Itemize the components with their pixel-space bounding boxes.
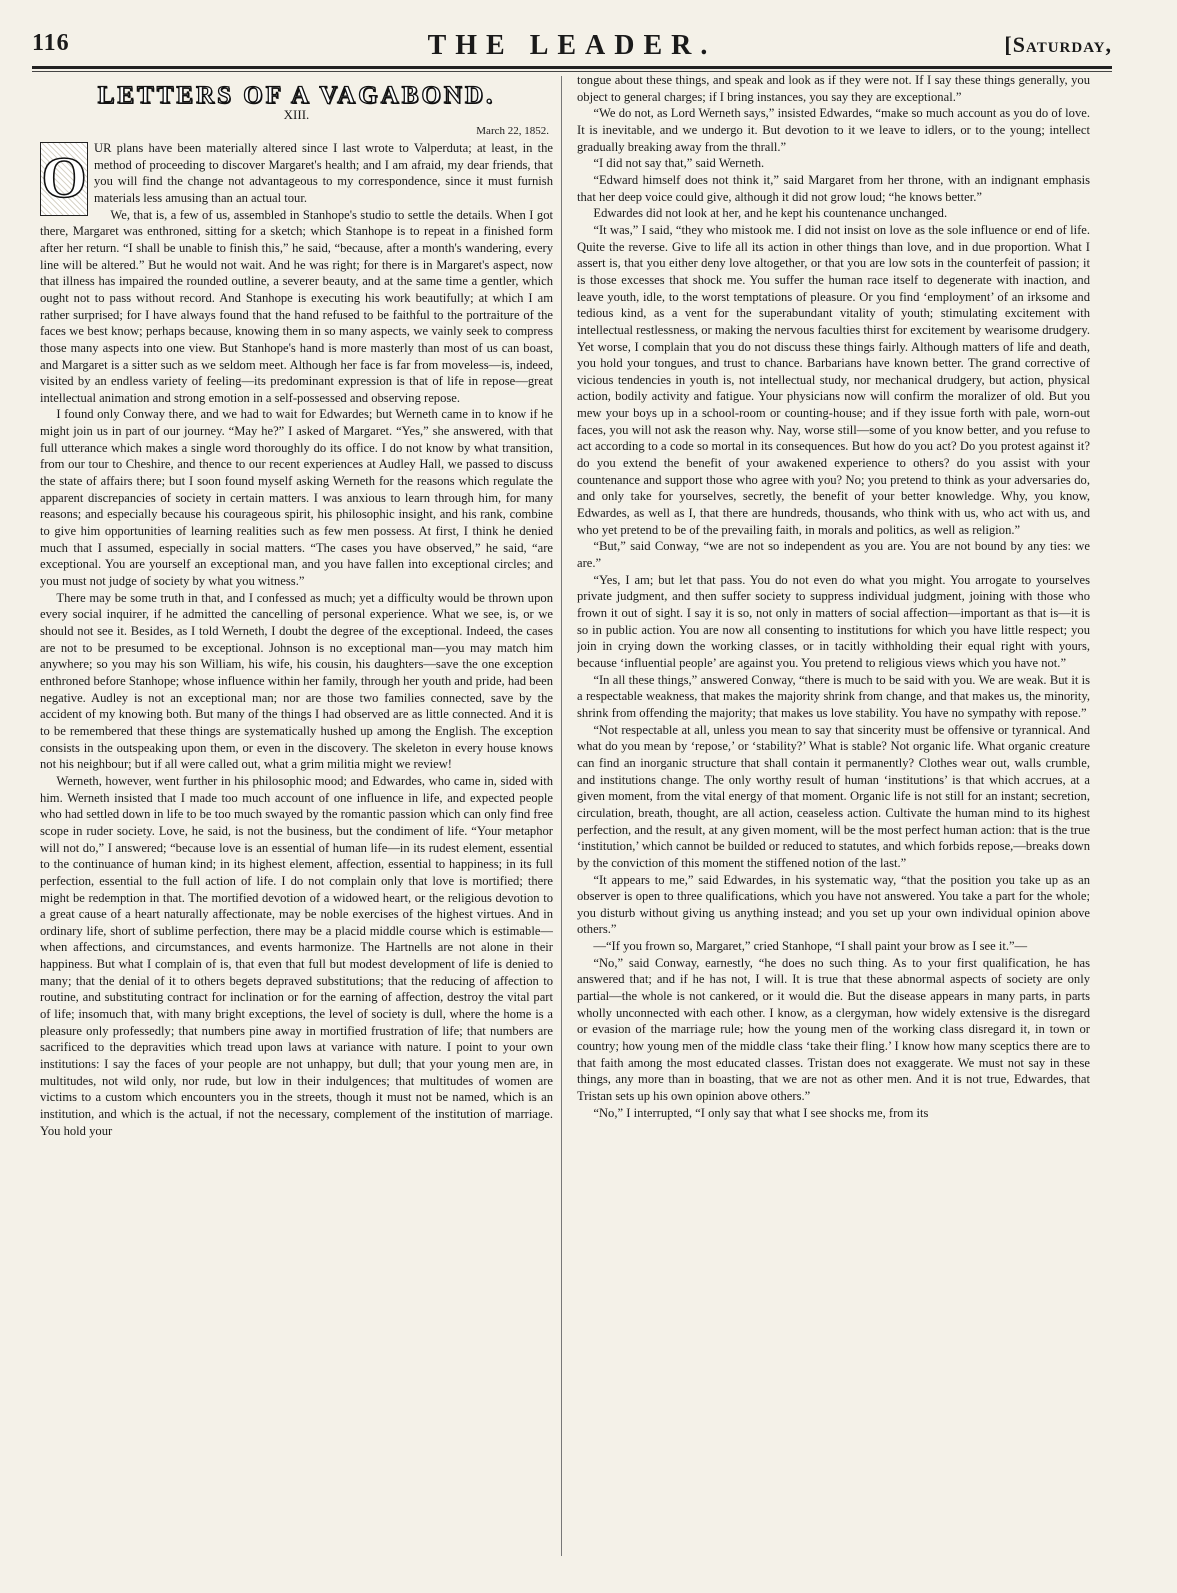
right-paragraph: —“If you frown so, Margaret,” cried Stanhope, “I shall paint your brow as I see it.”— [593, 939, 1028, 954]
left-column [40, 72, 553, 1572]
right-paragraph: “Not respectable at all, unless you mean to say that sincerity must be offensive or tyrannical. And what do you mean by ‘repose,’ or ‘stability?’ What is stable? Not organic life. What organic creature can find an inorganic structure that shall contain it permanently? Clothes wear out, walls crumble, and institutions change. The only worthy result of human ‘institutions’ is that which accrues, at a given moment, from the vital energy of that moment. Organic life is not still for an instant; secretion, circulation, breath, thought, are all action, ceaseless action. Cultivate the human mind to its highest perfection, and the result, at any given moment, will be the most perfect human action: that is the true ‘institution,’ which cannot be builded or reduced to statutes, and which forbids repose,—breaks down by the conviction of this moment the stiffened notion of the last.” [577, 722, 1090, 870]
article-title: LETTERS OF A VAGABOND. [97, 82, 496, 109]
article-date: March 22, 1852. [476, 125, 549, 138]
column-divider [561, 76, 562, 1556]
header-day: [Saturday, [1004, 32, 1112, 57]
first-paragraph-text: UR plans have been materially altered since I last wrote to Valperduta; at least, in the method of proceeding to discover Margaret's health; and I am afraid, my dear friends, that you will find the change not advantageous to my correspondence, since it must furnish materials less amusing than an actual tour. [94, 140, 553, 205]
right-column [577, 72, 1090, 1572]
ornamental-dropcap: O [40, 142, 88, 216]
right-paragraph: “In all these things,” answered Conway, “there is much to be said with you. We are weak. But it is a respectable weakness, that makes the majority shrink from change, and that makes us, the minority, shrink from offending the majority; that makes us love stability. You have no sympathy with repose.” [577, 672, 1090, 720]
right-paragraph: “No,” I interrupted, “I only say that what I see shocks me, from its [593, 1105, 929, 1120]
right-paragraph: “It was,” I said, “they who mistook me. I did not insist on love as the sole influence or end of life. Quite the reverse. Give to life all its action in other things than love, and in due proportion. What I assert is, that you either deny love altogether, or that you are low sots in the counterfeit of passion; it is those excesses that shock me. You suffer the human race itself to degenerate with inaction, and leave youth, idle, to the worst temptations of pleasure. Or you find ‘employment’ of an irksome and tedious kind, as a vent for the superabundant vitality of youth; stimulating excitement with intellectual restlessness, or making the nervous faculties thirst for excitement by wearisome drudgery. Yet worse, I complain that you do not discuss these things fairly. Although matters of life and death, you hold your tongues, and trust to chance. Barbarians have known better. The grand corrective of vicious tendencies in youth is, not intellectual study, nor mechanical drudgery, but action, physical action, bodily activity and fatigue. Your physicians now will confirm the moralizer of old. But you mew your boys up in a school-room or counting-house; and if they issue forth with pale, worn-out faces, you will not ask the reason why. Nay, worse still—some of you know better, and you refuse to act according to a code so mortal in its consequences. But how do you act? Do you protest against it? do you extend the benefit of your awakened experience to others? do you assist with your countenance and support those who agree with you? No; you pretend to think as your adversaries do, and only take for yourselves, secretly, the benefit of your better knowledge. Why, you know, Edwardes, as well as I, that there are hundreds, thousands, who think with us, who act with us, and who yet pretend to be of the prevailing faith, in morals and politics, as well as religion.” [577, 222, 1090, 537]
right-paragraph: “Yes, I am; but let that pass. You do not even do what you might. You arrogate to yourselves private judgment, and then suffer society to suppress individual judgment, joining with those who frown it out of sight. I say it is so, not only in matters of social affection—important as that is—it is so in public action. You are now all consenting to institutions for which you have little respect; you join in crying down the working classes, or in tacitly withholding their equal right with yours, because ‘influential people’ are against you. You pretend to religious views which you have not.” [577, 572, 1090, 670]
right-paragraph: “It appears to me,” said Edwardes, in his systematic way, “that the position you take up as an observer is open to three qualifications, which you have not answered. You take a part for the whole; you disturb without giving us anything instead; and you set up your own individual opinion above others.” [577, 872, 1090, 937]
first-paragraph [40, 140, 553, 210]
right-paragraph: Edwardes did not look at her, and he kept his countenance unchanged. [593, 206, 948, 221]
masthead-title: THE LEADER. [427, 30, 717, 61]
page-number: 116 [32, 30, 70, 56]
right-paragraph: “But,” said Conway, “we are not so independent as you are. You are not bound by any ties: we are.” [577, 539, 1090, 571]
left-paragraph: We, that is, a few of us, assembled in Stanhope's studio to settle the details. When I got there, Margaret was enthroned, sitting for a sketch; which Stanhope is to repeat in a finished form after her return. “I shall be unable to finish this,” he said, “because, after a month's wandering, every line will be altered.” But he would not wait. And he was right; for there is in Margaret's aspect, now that illness has impaired the rounded outline, a severer beauty, and at the same time a gentler, which ought not to pass without record. And Stanhope is executing his work beautifully; at which I am rather surprised; for I have always found that the hand refused to be faithful to the portraiture of the faces we best know; perhaps because, knowing them in so many aspects, we vainly seek to compress those many aspects into one view. But Stanhope's hand is more masterly than most of us can boast, and Margaret is a sitter such as we seldom meet. Although her face is far from moveless—is, indeed, visited by an endless variety of feeling—its predominant expression is that of life in repose—great intellectual animation and strong emotion in a self-possessed and observing repose. [40, 207, 553, 405]
right-paragraph: “No,” said Conway, earnestly, “he does no such thing. As to your first qualification, he has answered that; and if he has not, I will. It is true that these abnormal aspects of society are only partial—the whole is not cankered, or it would die. But the disease appears in many parts, in parts wholly unconnected with each other. I know, as a clergyman, how widely extensive is the disregard or evasion of the marriage rule; how the young men of the working class disregard it, in town or country; how young men of the middle class ‘take their fling.’ I know how many sceptics there are to that faith among the most educated classes. Tristan does not exaggerate. We must not say in these things, any more than in boasting, that we are not as other men. And it is not true, Edwardes, that Tristan sets up his own opinion above others.” [577, 955, 1090, 1104]
right-paragraph: tongue about these things, and speak and look as if they were not. If I say these things generally, you object to general charges; if I bring instances, you say they are exceptional.” [577, 73, 1090, 104]
left-paragraph: I found only Conway there, and we had to wait for Edwardes; but Werneth came in to know if he might join us in part of our journey. “May he?” I asked of Margaret. “Yes,” she answered, with that full utterance which makes a single word thoroughly do its office. I do not know by what transition, from our tour to Cheshire, and thence to our recent experiences at Audley Hall, we passed to discuss the state of affairs there; but I soon found myself asking Werneth for the reasons which regulate the apparent discrepancies of society in certain matters. I was anxious to learn through him, for many reasons; and especially because his courageous spirit, his philosophic insight, and his rank, combine to give him opportunities of learning realities such as few men possess. At first, I think he denied much that I assumed, especially in social matters. “The cases you have observed,” he said, “are exceptional. You are yourself an exceptional man, and you have fallen into exceptional circles; and you must not judge of society by what you witness.” [40, 407, 553, 589]
right-paragraph: “Edward himself does not think it,” said Margaret from her throne, with an indignant emphasis that her deep voice could give, although it did not grow loud; “he knows better.” [577, 172, 1090, 204]
right-paragraph: “I did not say that,” said Werneth. [593, 156, 765, 171]
left-paragraph: There may be some truth in that, and I confessed as much; yet a difficulty would be thrown upon every social inquirer, if he admitted the cancelling of personal experience. What we see, is, or we should not see it. Besides, as I told Werneth, I doubt the degree of the exceptional. Indeed, the cases are not to be presumed to be exceptional. Johnson is no exceptional man—you may match him anywhere; so you may his son William, his wife, his cousin, his daughters—save the one exception enthroned before Stanhope; whose influence within her family, through her youth and pride, had been negative. Audley is not an exceptional man; nor are those two families connected, save by the accident of my knowing both. But many of the things I had observed are as little connected. And it is to be remembered that these things are systematically hushed up among the English. The exception consists in the outspeaking upon them, or even in the discovery. The skeleton in every house knows not his neighbour; but if all were called out, what a grim militia might we review! [40, 590, 553, 772]
article-number: XIII. [283, 106, 310, 122]
right-paragraph: “We do not, as Lord Werneth says,” insisted Edwardes, “make so much account as you do of love. It is inevitable, and we undergo it. But devotion to it we leave to idlers, or to the young; intellect gradually breaking away from the thrall.” [577, 106, 1090, 154]
running-header [32, 30, 1112, 64]
left-paragraph: Werneth, however, went further in his philosophic mood; and Edwardes, who came in, sided with him. Werneth insisted that I made too much account of one influence in life, and expected people who had settled down in life to be too much swayed by the romantic passion which can only find free scope in ruder society. Love, he said, is not the business, but the condiment of life. “Your metaphor will not do,” I answered; “because love is an essential of human life—in its rudest element, essential to the continuance of human kind; in its highest element, affection, essential to happiness; in its full perfection, essential to the full action of life. I do not complain only that love is mortified; there might be redemption in that. The mortified devotion of a widowed heart, or the religious devotion to a great cause of a heart naturally affectionate, may be noble exercises of the highest virtues. And in ordinary life, short of sublime perfection, there may be a placid middle course which is estimable—when affections, and circumstances, and events harmonize. The Hartnells are not alone in their happiness. But what I complain of is, that even that full but modest development of life is denied to many; that the denial of it to others begets depraved substitutions; that the reducing of affection to routine, and substituting contract for inclination or for the earning of affection, destroy the vital part of life; insomuch that, with many bright exceptions, the level of society is dull, where the home is a pleasure only professedly; that numbers pine away in mortified frustration of life; that numbers are sacrificed to the depravities which tread upon laws at variance with nature. I point to your own institutions: I say the faces of your people are not unhappy, but dull; that your young men are, in multitudes, not wild only, nor rude, but low in their indulgences; that multitudes of women are victims to a custom which encounters you in the streets, though it must not be named, which is an institution, and which is the actual, if not the necessary, complement of the institution of marriage. You hold your [40, 773, 553, 1138]
header-rule-thick [32, 66, 1112, 69]
